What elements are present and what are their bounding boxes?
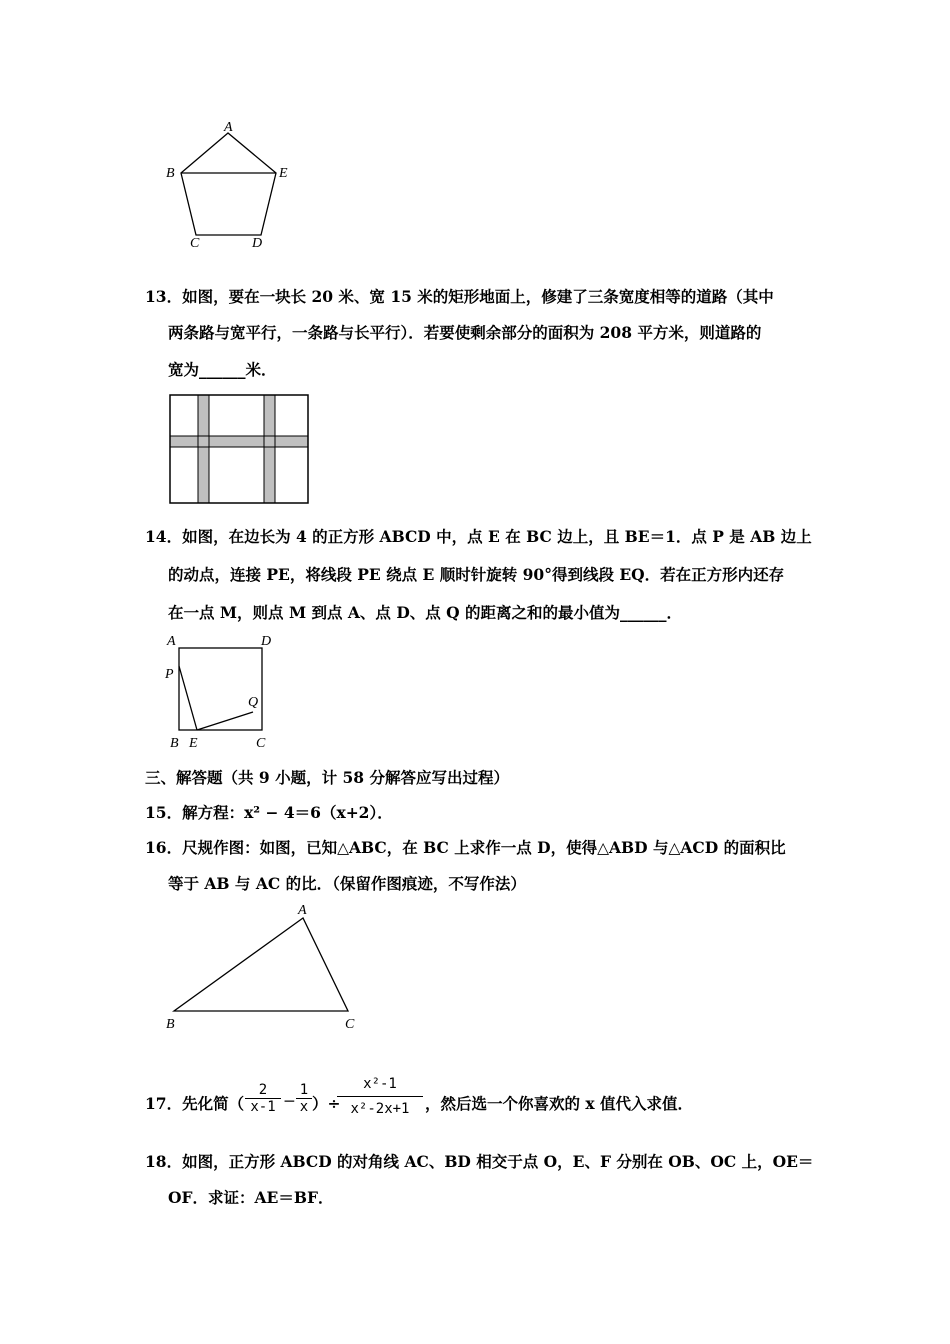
q17-fraction-2 xyxy=(296,1082,312,1115)
q18-line-2: OF．求证：AE＝BF． xyxy=(168,1188,334,1207)
q17-f3-denominator: x²-2x+1 xyxy=(337,1096,423,1121)
label-c: C xyxy=(190,236,200,251)
square-figure xyxy=(160,628,280,752)
label-b: B xyxy=(170,736,179,751)
q13-line-3: 宽为______米． xyxy=(168,360,277,379)
q13-line-2: 两条路与宽平行，一条路与长平行）．若要使剩余部分的面积为 208 平方米，则道路的 xyxy=(168,323,762,342)
q17-minus: − xyxy=(283,1092,296,1110)
label-c: C xyxy=(256,736,266,751)
q17-f1-denominator: x-1 xyxy=(245,1098,281,1115)
label-e: E xyxy=(279,166,288,181)
label-a: A xyxy=(167,634,176,649)
q17-prefix: 17．先化简（ xyxy=(145,1094,245,1113)
label-d: D xyxy=(261,634,272,649)
triangle-figure xyxy=(160,900,365,1035)
road-vertical-2 xyxy=(264,395,275,503)
label-a: A xyxy=(298,903,307,918)
label-d: D xyxy=(252,236,263,251)
q17-fraction-1 xyxy=(245,1082,281,1115)
q17-f3-numerator: x²-1 xyxy=(363,1076,397,1092)
q14-line-2: 的动点，连接 PE，将线段 PE 绕点 E 顺时针旋转 90°得到线段 EQ．若在正方形内还存 xyxy=(168,565,785,584)
q16-line-1: 16．尺规作图：如图，已知△ABC，在 BC 上求作一点 D，使得△ABD 与△ACD 的面积比 xyxy=(145,838,786,857)
pentagon-shape xyxy=(181,133,276,235)
q17-fraction-3 xyxy=(337,1072,423,1121)
q13-line-1: 13．如图，要在一块长 20 米、宽 15 米的矩形地面上，修建了三条宽度相等的道路（其中 xyxy=(145,287,774,306)
square-abcd xyxy=(179,648,262,730)
label-b: B xyxy=(166,1017,175,1032)
label-e: E xyxy=(189,736,198,751)
label-a: A xyxy=(224,120,233,135)
road-rectangle-figure xyxy=(168,393,312,506)
road-vertical-1 xyxy=(198,395,209,503)
segment-eq xyxy=(197,712,253,730)
label-q: Q xyxy=(248,695,259,710)
q14-line-1: 14．如图，在边长为 4 的正方形 ABCD 中，点 E 在 BC 边上，且 BE＝1．点 P 是 AB 边上 xyxy=(145,527,812,546)
label-p: P xyxy=(165,667,174,682)
field-rectangle xyxy=(170,395,308,503)
road-horizontal xyxy=(170,436,308,447)
q17-suffix: ，然后选一个你喜欢的 x 值代入求值． xyxy=(425,1094,694,1113)
section-3-heading: 三、解答题（共 9 小题，计 58 分解答应写出过程） xyxy=(145,768,509,787)
segment-pe xyxy=(179,666,197,730)
q18-line-1: 18．如图，正方形 ABCD 的对角线 AC、BD 相交于点 O，E、F 分别在 OB、OC 上，OE＝ xyxy=(145,1152,814,1171)
q15-line: 15．解方程：x² − 4＝6（x+2）． xyxy=(145,803,393,822)
q17-f2-denominator: x xyxy=(296,1098,312,1115)
q16-line-2: 等于 AB 与 AC 的比．（保留作图痕迹，不写作法） xyxy=(168,874,526,893)
label-b: B xyxy=(166,166,175,181)
triangle-abc xyxy=(174,918,348,1011)
q17-f1-numerator: 2 xyxy=(258,1082,268,1098)
q14-line-3: 在一点 M，则点 M 到点 A、点 D、点 Q 的距离之和的最小值为______． xyxy=(168,603,683,622)
pentagon-figure xyxy=(155,118,305,253)
q17-f2-numerator: 1 xyxy=(299,1082,309,1098)
label-c: C xyxy=(345,1017,355,1032)
q17-divide: ）÷ xyxy=(312,1094,341,1113)
